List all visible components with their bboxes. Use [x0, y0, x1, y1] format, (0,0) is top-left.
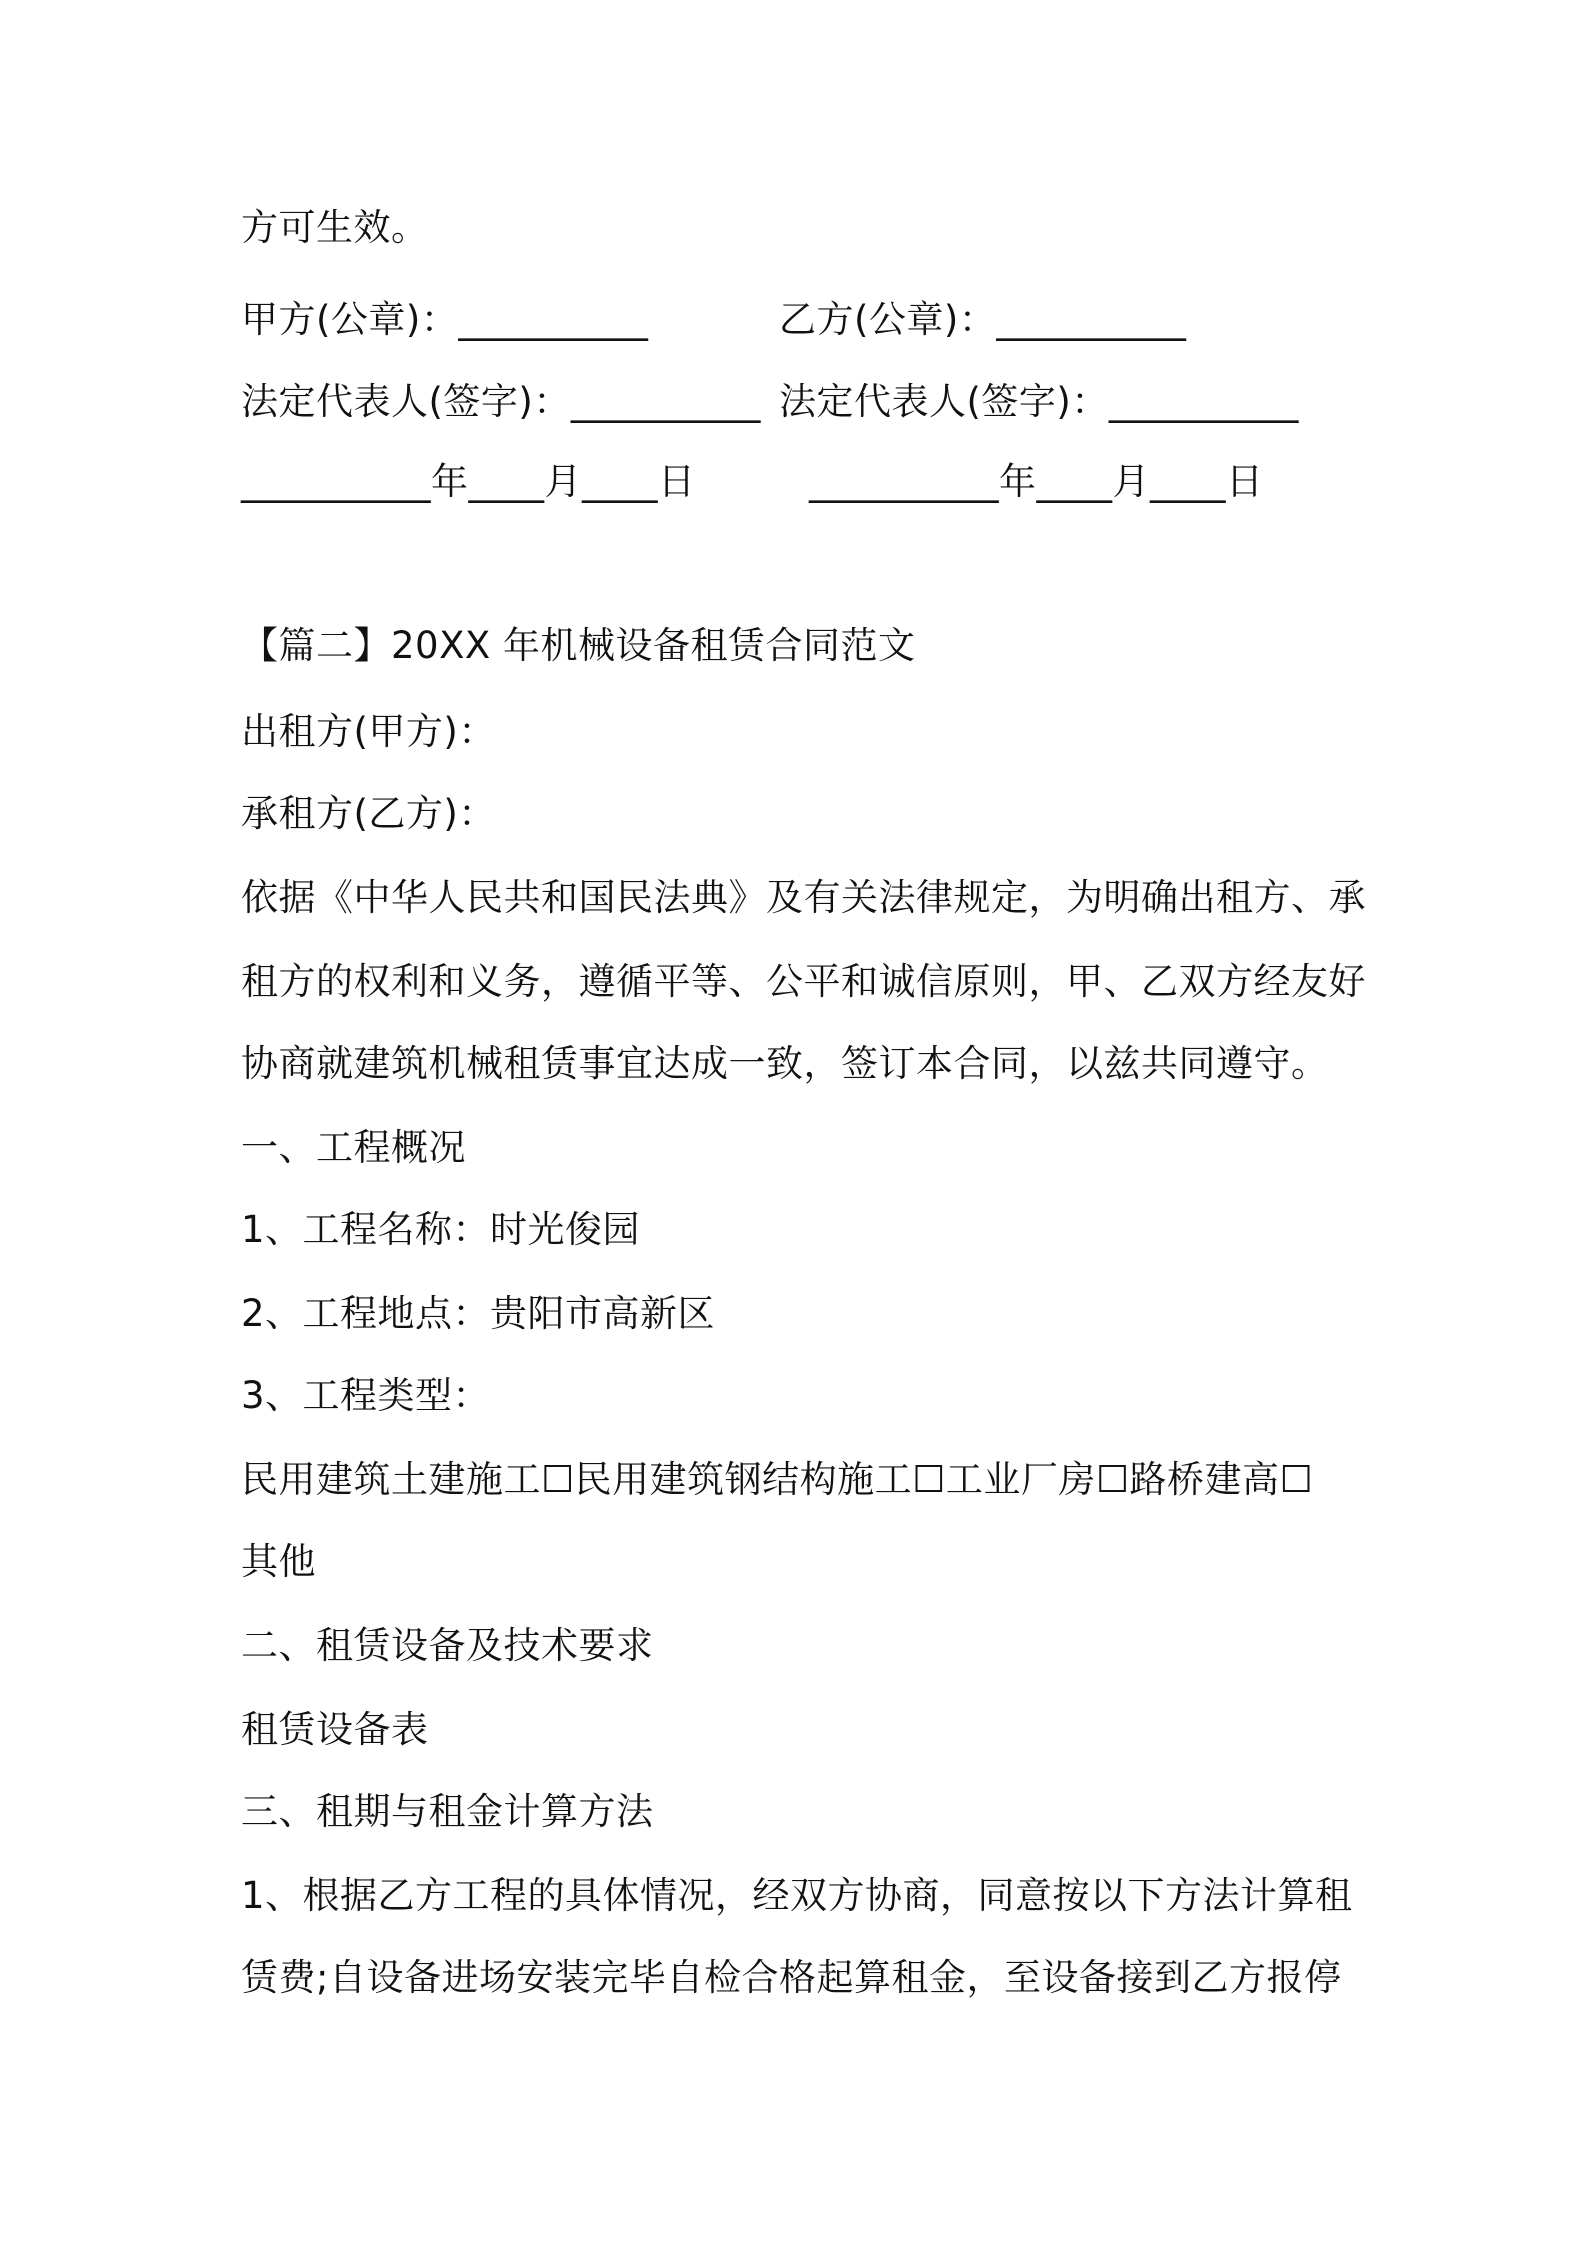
project-location: 2、工程地点：贵阳市高新区 — [241, 1292, 716, 1335]
part3-title: 三、租期与租金计算方法 — [241, 1790, 654, 1833]
lessee-line: 承租方(乙方)： — [241, 792, 496, 835]
rent-line-1: 1、根据乙方工程的具体情况，经双方协商，同意按以下方法计算租 — [241, 1874, 1353, 1917]
party-a-representative: 法定代表人(签字)：__________ — [241, 380, 761, 423]
part2-title: 二、租赁设备及技术要求 — [241, 1624, 654, 1667]
intro-line-1: 依据《中华人民共和国民法典》及有关法律规定，为明确出租方、承 — [241, 876, 1366, 919]
party-b-date: __________年____月____日 — [809, 460, 1264, 503]
part1-title: 一、工程概况 — [241, 1126, 466, 1169]
equipment-table-label: 租赁设备表 — [241, 1708, 429, 1751]
project-type: 3、工程类型： — [241, 1374, 491, 1417]
section-heading: 【篇二】20XX 年机械设备租赁合同范文 — [241, 624, 916, 667]
intro-line-3: 协商就建筑机械租赁事宜达成一致，签订本合同，以兹共同遵守。 — [241, 1042, 1329, 1085]
effective-text: 方可生效。 — [241, 206, 429, 249]
lessor-line: 出租方(甲方)： — [241, 710, 496, 753]
intro-line-2: 租方的权利和义务，遵循平等、公平和诚信原则，甲、乙双方经友好 — [241, 960, 1366, 1003]
party-b-representative: 法定代表人(签字)：__________ — [779, 380, 1299, 423]
project-name: 1、工程名称：时光俊园 — [241, 1208, 641, 1251]
rent-line-2: 赁费;自设备进场安装完毕自检合格起算租金，至设备接到乙方报停 — [241, 1956, 1342, 1999]
party-b-seal: 乙方(公章)：__________ — [779, 298, 1187, 341]
project-type-options: 民用建筑土建施工☐民用建筑钢结构施工☐工业厂房☐路桥建高☐ — [241, 1458, 1314, 1501]
project-type-other: 其他 — [241, 1540, 316, 1583]
party-a-date: __________年____月____日 — [241, 460, 696, 503]
party-a-seal: 甲方(公章)：__________ — [241, 298, 649, 341]
